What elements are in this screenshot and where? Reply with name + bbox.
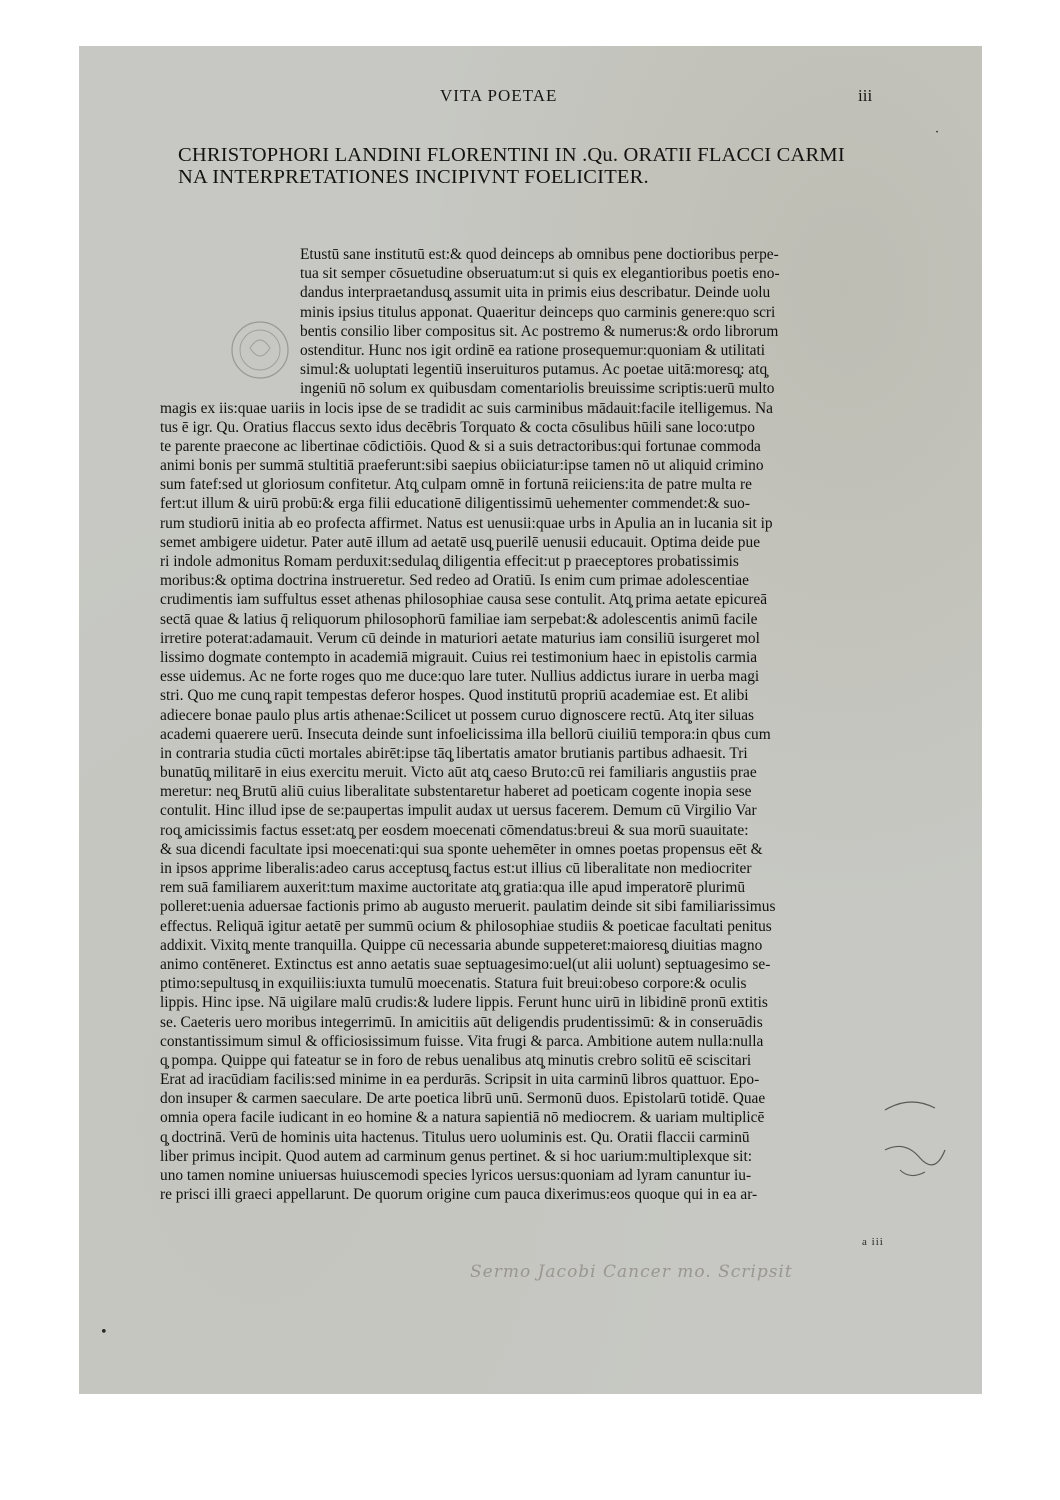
text-line: ingeniū nō solum ex quibusdam comentariolis breuissime scriptis:uerū multo <box>300 380 775 398</box>
text-line: irretire poterat:adamauit. Verum cū deinde in maturiori aetate maturius iam consiliū isurgeret mol <box>160 629 760 647</box>
text-line: moribus:& optima doctrina instrueretur. Sed redeo ad Oratiū. Is enim cum primae adolescentiae <box>160 572 749 590</box>
margin-flourish-icon <box>880 1080 950 1190</box>
signature-mark: a iii <box>862 1236 884 1248</box>
text-line: & sua dicendi facultate ipsi moecenati:qui sua sponte uehemēter in omnes poetas propensus eēt & <box>160 840 763 858</box>
text-line: constantissimum simul & officiosissimum fuisse. Vita frugi & parca. Ambitione autem nulla:nulla <box>160 1032 764 1050</box>
text-line: lissimo dogmate contempto in academiā migrauit. Cuius rei testimonium haec in epistolis carmia <box>160 648 758 666</box>
text-line: addixit. Vixitq̧ mente tranquilla. Quippe cū necessaria abunde suppeteret:maioresq̧ diuitias magno <box>160 936 763 954</box>
text-line: tus ē igr. Qu. Oratius flaccus sexto idus decēbris Torquato & cocta cōsulibus hūili sane loco:utpo <box>160 418 755 436</box>
text-line: adiecere bonae paulo plus artis athenae:Scilicet ut possem curuo dignoscere rectū. Atq̧ iter siluas <box>160 706 755 724</box>
text-line: animo contēneret. Extinctus est anno aetatis suae septuagesimo:uel(ut alii uolunt) septuagesimo se- <box>160 955 771 973</box>
text-line: roq̧ amicissimis factus esset:atq̧ per eosdem moecenati cōmendatus:breui & sua morū suauitate: <box>160 821 749 839</box>
margin-dot-mark: · <box>935 125 940 140</box>
margin-dot-mark: • <box>100 1325 108 1340</box>
text-line: esse uidemus. Ac ne forte roges quo me duce:quo lare tuter. Nullius addictus iurare in uerba magi <box>160 668 760 686</box>
incipit-title-line-2: NA INTERPRETATIONES INCIPIVNT FOELICITER. <box>178 166 649 188</box>
incipit-title <box>178 144 898 188</box>
text-line: dandus interpraetandusq̧ assumit uita in primis eius describatur. Deinde uolu <box>300 284 771 302</box>
text-line: q̧ pompa. Quippe qui fateatur se in foro de rebus uenalibus atq̧ minutis crebro solitū eē sciscitari <box>160 1051 752 1069</box>
text-line: minis ipsius titulus apponat. Quaeritur deinceps quo carminis genere:quo scri <box>300 303 776 321</box>
running-title: VITA POETAE <box>440 86 558 105</box>
text-line: magis ex iis:quae uariis in locis ipse de se tradidit ac suis carminibus mādauit:facile itelligemus. Na <box>160 399 773 417</box>
text-line: uno tamen nomine uniuersas huiuscemodi species lyricos uersus:quoniam ad lyram canuntur iu- <box>160 1167 752 1184</box>
text-line: animi bonis per summā stultitiā praeferunt:sibi saepius obiiciatur:ipse tamen nō ut aliquid crimino <box>160 457 764 475</box>
text-line: rem suā familiarem auxerit:tum maxime auctoritate atq̧ gratia:qua ille apud imperatorē plurimū <box>160 879 746 897</box>
text-line: ri indole admonitus Romam perduxit:sedulaq̧ diligentia effecit:ut p praeceptores probatissimis <box>160 553 739 570</box>
text-line: effectus. Reliquā igitur aetatē per summū ocium & philosophiae studiis & poeticae facultati penitus <box>160 917 772 935</box>
body-text <box>160 245 896 1204</box>
text-line: bunatūq̧ militarē in eius exercitu meruit. Victo aūt atq̧ caeso Bruto:cū rei familiaris angustiis prae <box>160 764 757 782</box>
text-line: se. Caeteris uero moribus integerrimū. In amicitiis aūt deligendis prudentissimū: & in conseruādis <box>160 1013 763 1031</box>
text-line: sectā quae & latius q̄ reliquorum philosophorū familiae iam serpebat:& adolescentis animū facile <box>160 610 758 628</box>
text-line: stri. Quo me cunq̧ rapit tempestas deferor hospes. Quod institutū propriū academiae est. Et alibi <box>160 687 749 705</box>
text-line: contulit. Hinc illud ipse de se:paupertas impulit audax ut uersus facerem. Demum cū Virgilio Var <box>160 802 757 820</box>
handwritten-annotation: Sermo Jacobi Cancer mo. Scripsit <box>470 1262 793 1282</box>
text-line: in contraria studia cūcti mortales abirēt:ipse tāq̧ libertatis amator brutianis partibus adhaesit. Tri <box>160 744 748 762</box>
text-line: academi quaerere uerū. Insecuta deinde sunt infoelicissima illa bellorū ciuiliū tempora:in qbus cum <box>160 725 771 743</box>
text-line: Erat ad iracūdiam facilis:sed minime in ea perdurās. Scripsit in uita carminū libros quattuor. Epo- <box>160 1071 760 1089</box>
text-line: ptimo:sepultusq̧ in exquiliis:iuxta tumulū moecenatis. Statura fuit breui:obeso corpore:& oculis <box>160 975 747 993</box>
text-line: liber primus incipit. Quod autem ad carminum genus pertinet. & si hoc uarium:multiplexque sit: <box>160 1147 752 1165</box>
text-line: simul:& uoluptati legentiū inseruituros putamus. Ac poetae uitā:moresq̧: atq̧ <box>300 361 768 379</box>
text-line: in ipsos apprime liberalis:adeo carus acceptusq̧ factus est:ut illius cū liberalitate non mediocriter <box>160 860 752 877</box>
incipit-title-line-1: CHRISTOPHORI LANDINI FLORENTINI IN .Qu. ORATII FLACCI CARMI <box>178 144 845 166</box>
text-line: don insuper & carmen saeculare. De arte poetica librū unū. Sermonū duos. Epistolarū totidē. Quae <box>160 1090 766 1108</box>
text-line: q̧ doctrinā. Verū de hominis uita hactenus. Titulus uero uoluminis est. Qu. Oratii flaccii carminū <box>160 1128 750 1146</box>
text-line: rum studiorū initia ab eo profecta affirmet. Natus est uenusii:quae urbs in Apulia an in lucania sit ip <box>160 514 773 532</box>
text-line: te parente praecone ac libertinae cōdictiōis. Quod & si a suis detractoribus:qui fortunae commoda <box>160 437 761 455</box>
text-line: tua sit semper cōsuetudine obseruatum:ut si quis ex elegantioribus poetis eno- <box>300 265 780 283</box>
text-line: omnia opera facile iudicant in eo homine & a natura sapientiā nō mediocrem. & uariam multiplicē <box>160 1109 765 1127</box>
text-line: crudimentis iam suffultus esset athenas philosophiae causa sese contulit. Atq̧ prima aetate epicureā <box>160 591 768 609</box>
text-line: sum fatef:sed ut gloriosum confitetur. Atq̧ culpam omnē in fortunā reiiciens:ita de patre multa re <box>160 476 752 494</box>
text-line: Etustū sane institutū est:& quod deinceps ab omnibus pene doctioribus perpe- <box>300 246 779 263</box>
text-line: re prisci illi graeci appellarunt. De quorum origine cum pauca dixerimus:eos quoque qui in ea ar- <box>160 1186 758 1204</box>
text-line: lippis. Hinc ipse. Nā uigilare malū crudis:& ludere lippis. Ferunt hunc uirū in libidinē pronū extitis <box>160 994 768 1012</box>
text-line: semet ambigere uidetur. Pater autē illum ad aetatē usq̧ puerilē uenusii educauit. Optima deide pue <box>160 533 761 551</box>
text-line: ostenditur. Hunc nos igit ordinē ea ratione prosequemur:quoniam & utilitati <box>300 341 766 359</box>
text-line: fert:ut illum & uirū probū:& erga filii educationē diligentissimū uehementer commendet:& suo- <box>160 495 750 513</box>
text-line: polleret:uenia aduersae factionis primo ab augusto meruerit. paulatim deinde sit sibi familiarissimus <box>160 898 776 916</box>
text-line: meretur: neq̧ Brutū aliū cuius liberalitate substentaretur haberet ad poeticam cogente inopia sese <box>160 783 752 801</box>
text-line: bentis consilio liber compositus sit. Ac postremo & numerus:& ordo librorum <box>300 322 779 340</box>
folio-number: iii <box>858 86 873 105</box>
